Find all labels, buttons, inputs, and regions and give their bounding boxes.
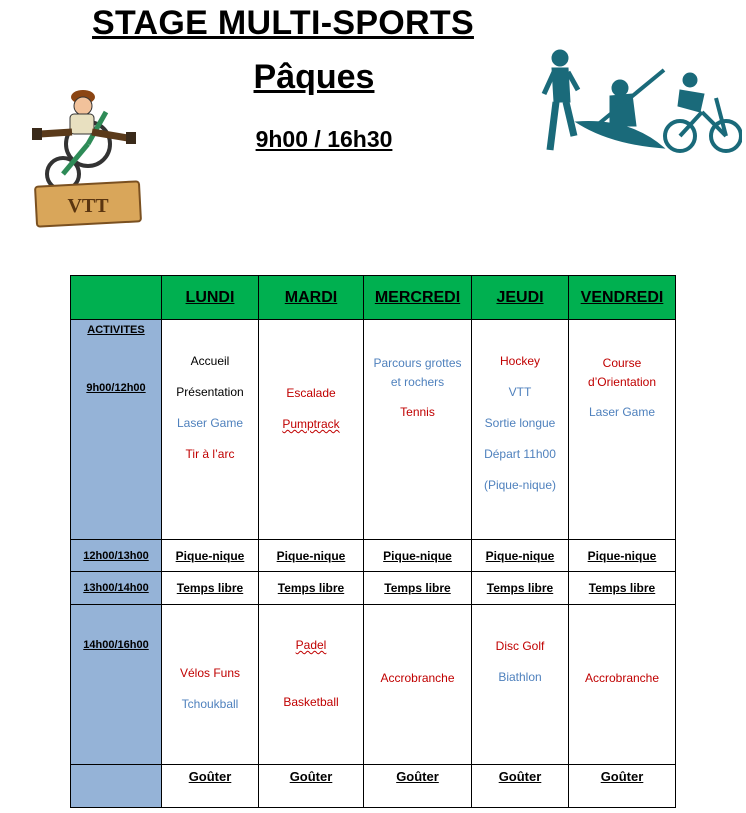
day-header-mardi: MARDI xyxy=(259,276,364,320)
vtt-cyclist-logo xyxy=(28,82,146,232)
activity-item: Hockey xyxy=(499,354,540,368)
lunch-row xyxy=(71,540,676,572)
snack-cell: Goûter xyxy=(569,765,676,808)
morning-time: 9h00/12h00 xyxy=(86,382,146,394)
schedule-table xyxy=(70,275,676,808)
day-header-vendredi: VENDREDI xyxy=(569,276,676,320)
afternoon-mardi-cell xyxy=(259,605,364,765)
free-cell: Temps libre xyxy=(364,572,472,605)
morning-jeudi-cell xyxy=(472,320,569,540)
activity-item: Laser Game xyxy=(588,405,656,419)
activity-item: Disc Golf xyxy=(495,639,545,653)
activity-item: Accueil xyxy=(190,354,230,368)
schedule-hours: 9h00 / 16h30 xyxy=(255,126,393,152)
activity-item: Accrobranche xyxy=(584,671,660,685)
free-cell: Temps libre xyxy=(259,572,364,605)
vtt-sign-text: VTT xyxy=(67,195,109,217)
snack-row xyxy=(71,765,676,808)
lunch-cell: Pique-nique xyxy=(569,540,676,572)
day-header-lundi: LUNDI xyxy=(162,276,259,320)
activity-item: Escalade xyxy=(286,386,336,400)
activity-item: Padel xyxy=(295,638,327,652)
activity-item: Biathlon xyxy=(498,670,542,684)
page-title: STAGE MULTI-SPORTS xyxy=(92,4,474,42)
snack-cell: Goûter xyxy=(364,765,472,808)
day-header-mercredi: MERCREDI xyxy=(364,276,472,320)
afternoon-jeudi-cell xyxy=(472,605,569,765)
snack-cell: Goûter xyxy=(259,765,364,808)
activities-label: ACTIVITES xyxy=(87,324,145,336)
free-time: 13h00/14h00 xyxy=(83,582,149,594)
activity-item: Tennis xyxy=(400,405,435,419)
afternoon-lundi-cell xyxy=(162,605,259,765)
lunch-cell: Pique-nique xyxy=(259,540,364,572)
day-header-jeudi: JEUDI xyxy=(472,276,569,320)
afternoon-label-cell xyxy=(71,605,162,765)
free-time-cell xyxy=(71,572,162,605)
afternoon-row xyxy=(71,605,676,765)
afternoon-time: 14h00/16h00 xyxy=(83,639,149,651)
activity-item: Départ 11h00 xyxy=(484,447,556,461)
snack-cell: Goûter xyxy=(162,765,259,808)
activity-item: Laser Game xyxy=(176,416,244,430)
activity-item: Course d’Orientation xyxy=(587,356,657,389)
morning-label-cell xyxy=(71,320,162,540)
lunch-cell: Pique-nique xyxy=(162,540,259,572)
lunch-time-cell xyxy=(71,540,162,572)
activity-item: (Pique-nique) xyxy=(483,478,557,492)
days-header-row xyxy=(71,276,676,320)
activity-item: Basketball xyxy=(283,695,339,709)
lunch-cell: Pique-nique xyxy=(472,540,569,572)
lunch-time: 12h00/13h00 xyxy=(83,549,149,562)
activity-item: VTT xyxy=(508,385,532,399)
activity-item: Présentation xyxy=(176,385,244,399)
activity-item: Pumptrack xyxy=(282,417,340,431)
activity-item: Tchoukball xyxy=(181,697,239,711)
snack-label-cell xyxy=(71,765,162,808)
activity-item: Sortie longue xyxy=(484,416,556,430)
morning-lundi-cell xyxy=(162,320,259,540)
free-cell: Temps libre xyxy=(162,572,259,605)
free-time-row xyxy=(71,572,676,605)
lunch-cell: Pique-nique xyxy=(364,540,472,572)
activity-item: Accrobranche xyxy=(380,671,455,685)
page-subtitle: Pâques xyxy=(253,58,375,96)
empty-header-cell xyxy=(71,276,162,320)
morning-mercredi-cell xyxy=(364,320,472,540)
morning-mardi-cell xyxy=(259,320,364,540)
sports-silhouettes-logo xyxy=(540,46,742,158)
free-cell: Temps libre xyxy=(472,572,569,605)
activity-item: Tir à l’arc xyxy=(185,447,235,461)
afternoon-vendredi-cell xyxy=(569,605,676,765)
activity-item: Parcours grottes et rochers xyxy=(373,356,462,389)
free-cell: Temps libre xyxy=(569,572,676,605)
morning-row xyxy=(71,320,676,540)
afternoon-mercredi-cell xyxy=(364,605,472,765)
activity-item: Vélos Funs xyxy=(179,666,241,680)
morning-vendredi-cell xyxy=(569,320,676,540)
snack-cell: Goûter xyxy=(472,765,569,808)
